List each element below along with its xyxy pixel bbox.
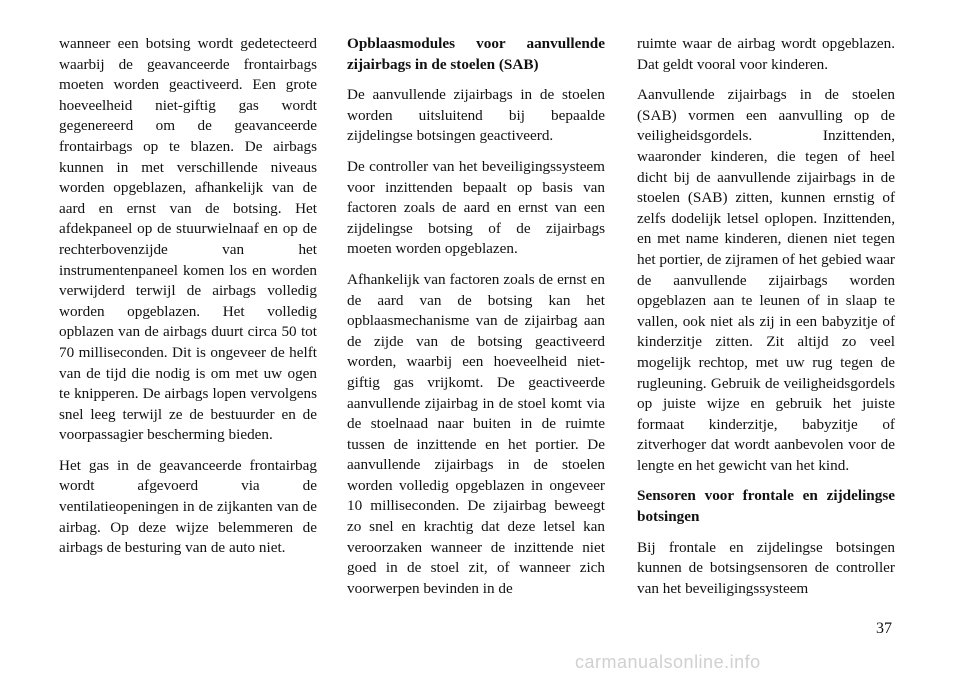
section-heading: Sensoren voor frontale en zijdelingse botsingen: [637, 487, 895, 526]
paragraph: ruimte waar de airbag wordt opgeblazen. Dat geldt vooral voor kinderen.: [637, 35, 895, 73]
column-2: [347, 34, 605, 609]
paragraph: wanneer een botsing wordt gedetecteerd waarbij de geavanceerde frontairbags moeten worden geactiveerd. Een grote hoeveelheid niet-giftig gas wordt gegenereerd om de geavanceerde frontairbags op te blazen. De airbags kunnen in met verschillende niveaus worden opgeblazen, afhankelijk van de aard en ernst van de botsing. Het afdekpaneel op de stuurwielnaaf en op de rechterbovenzijde van het instrumentenpaneel komen los en worden verwijderd terwijl de airbags volledig worden opgeblazen. Het volledig opblazen van de airbags duurt circa 50 tot 70 milliseconden. Dit is ongeveer de helft van de tijd die nodig is om met uw ogen te knipperen. De airbags lopen vervolgens snel leeg terwijl ze de bestuurder en de voorpassagier bescherming bieden.: [59, 35, 317, 444]
paragraph: Aanvullende zijairbags in de stoelen (SAB) vormen een aanvulling op de veiligheidsgordels. Inzittenden, waaronder kinderen, die tegen of heel dicht bij de aanvullende zijairbags in de stoelen (SAB) zitten, kunnen ernstig of zelfs dodelijk letsel oplopen. Inzittenden, en met name kinderen, dienen niet tegen het portier, de zijramen of het gebied waar de aanvullende zijairbags worden opgeblazen aan te leunen of in slaap te vallen, ook niet als zij in een babyzitje of kinderzitje zitten. Zit altijd zo veel mogelijk rechtop, met uw rug tegen de rugleuning. Gebruik de veiligheidsgordels op juiste wijze en gebruik het juiste formaat kinderzitje, babyzitje of zitverhoger dat wordt aanbevolen voor de lengte en het gewicht van het kind.: [637, 86, 895, 474]
paragraph: De aanvullende zijairbags in de stoelen worden uitsluitend bij bepaalde zijdelingse botsingen geactiveerd.: [347, 86, 605, 145]
paragraph: Het gas in de geavanceerde frontairbag wordt afgevoerd via de ventilatieopeningen in de zijkanten van de airbag. Op deze wijze belemmeren de airbags de besturing van de auto niet.: [59, 456, 317, 557]
paragraph: Afhankelijk van factoren zoals de ernst en de aard van de botsing kan het opblaasmechanisme van de zijairbag aan de zijde van de botsing geactiveerd worden, waarbij een hoeveelheid niet-giftig gas vrijkomt. De geactiveerde aanvullende zijairbag in de stoel komt via de stoelnaad naar buiten in de ruimte tussen de inzittende en het portier. De aanvullende zijairbags in de stoelen worden volledig opgeblazen in ongeveer 10 milliseconden. De zijairbag beweegt zo snel en krachtig dat deze letsel kan veroorzaken wanneer de inzittende niet goed in de stoel zit, of wanneer zich voorwerpen bevinden in de: [347, 270, 605, 597]
paragraph: De controller van het beveiligingssysteem voor inzittenden bepaalt op basis van factoren zoals de aard en ernst van een zijdelingse botsing of de zijairbags moeten worden opgeblazen.: [347, 157, 605, 258]
section-heading: Opblaasmodules voor aanvullende zijairbags in de stoelen (SAB): [347, 35, 605, 73]
column-3: [637, 34, 895, 609]
paragraph: Bij frontale en zijdelingse botsingen kunnen de botsingsensoren de controller van het beveiligingssysteem: [637, 538, 895, 597]
page-number: 37: [876, 620, 892, 637]
column-1: [59, 34, 317, 569]
watermark: carmanualsonline.info: [575, 652, 761, 672]
